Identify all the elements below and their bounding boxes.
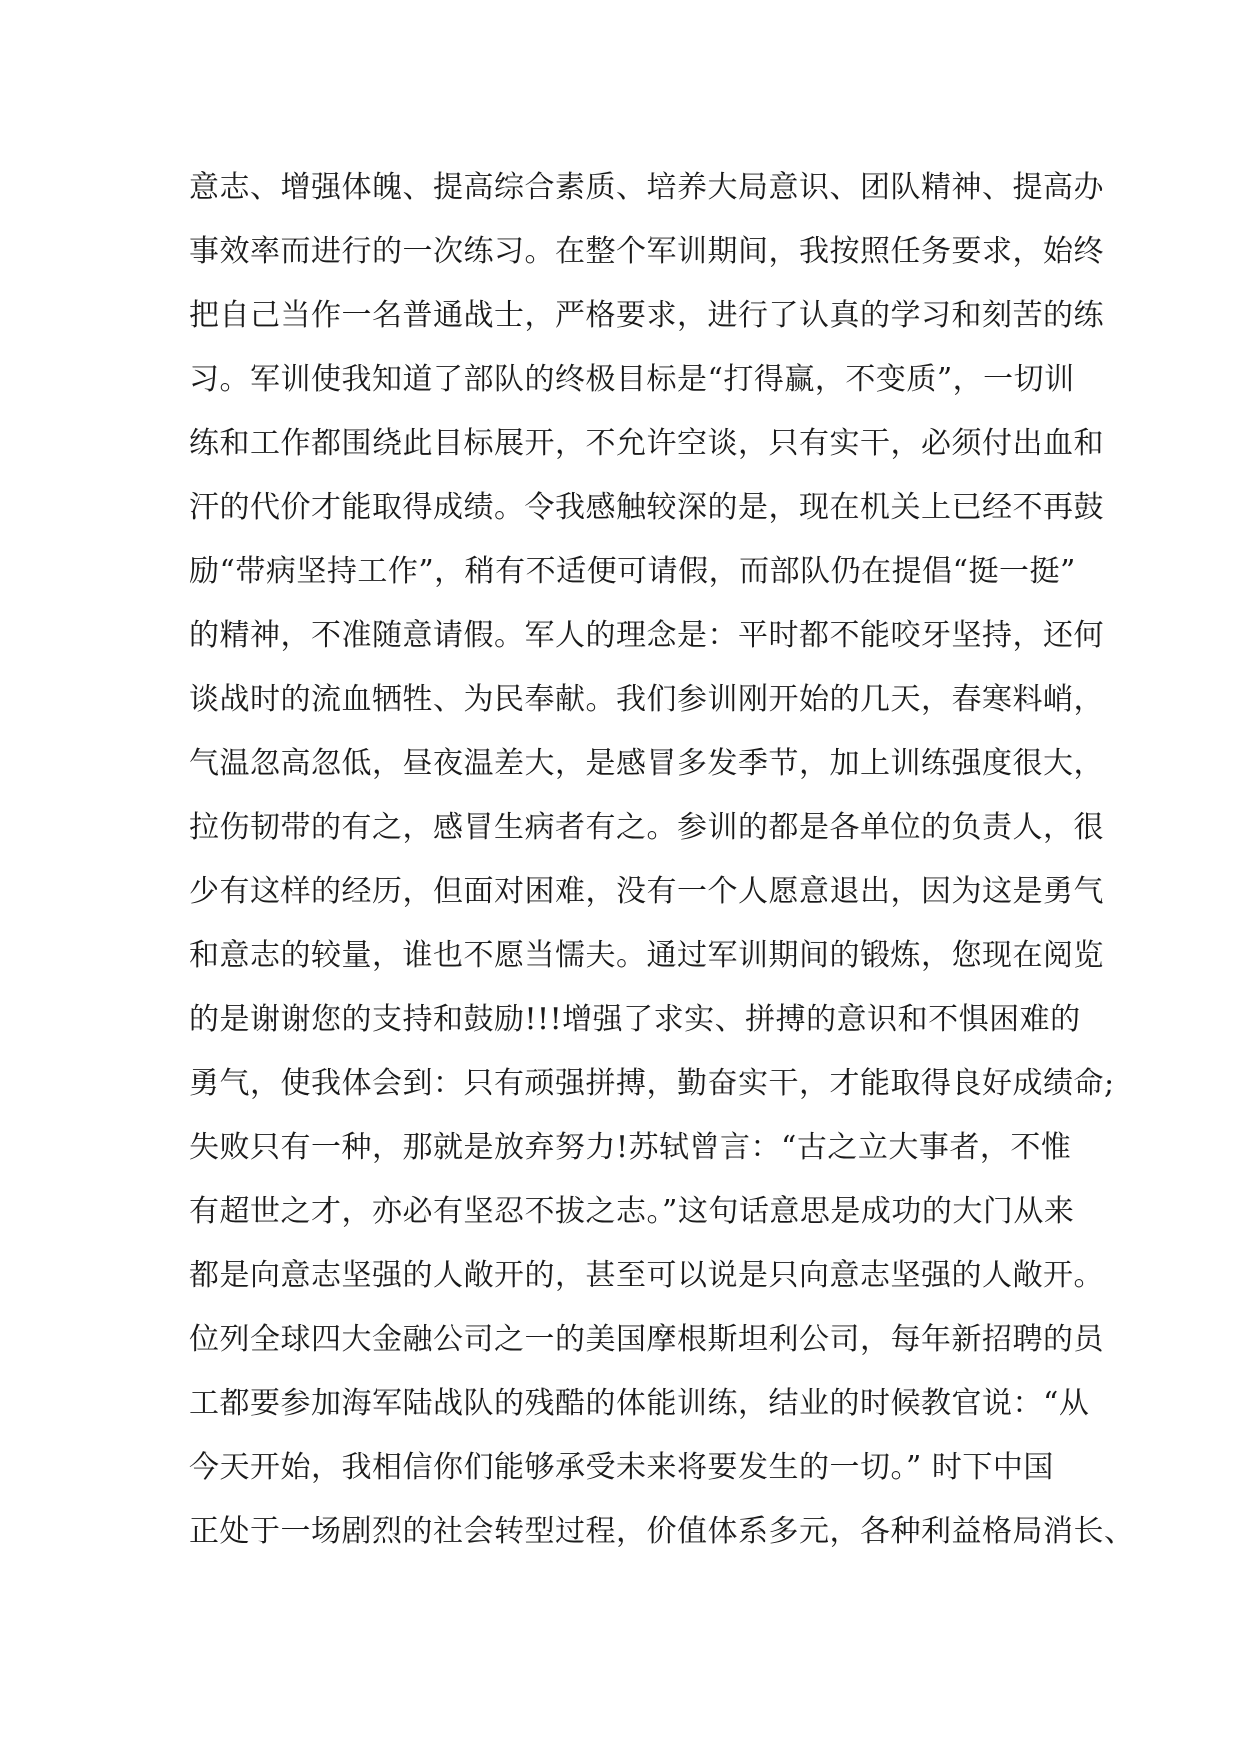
text-line: 失败只有一种，那就是放弃努力!苏轼曾言：“古之立大事者，不惟 [189, 1130, 1072, 1165]
body-text [189, 156, 1135, 1564]
text-line: 勇气，使我体会到：只有顽强拼搏，勤奋实干，才能取得良好成绩命; [189, 1066, 1115, 1101]
text-line: 的是谢谢您的支持和鼓励!!!增强了求实、拼搏的意识和不惧困难的 [189, 1002, 1081, 1037]
text-line: 拉伤韧带的有之，感冒生病者有之。参训的都是各单位的负责人，很 [189, 810, 1104, 845]
text-line: 气温忽高忽低，昼夜温差大，是感冒多发季节，加上训练强度很大， [189, 746, 1104, 781]
text-line: 励“带病坚持工作”，稍有不适便可请假，而部队仍在提倡“挺一挺” [189, 554, 1076, 589]
text-line: 少有这样的经历，但面对困难，没有一个人愿意退出，因为这是勇气 [189, 874, 1104, 909]
text-line: 意志、增强体魄、提高综合素质、培养大局意识、团队精神、提高办 [189, 170, 1104, 205]
text-line: 习。军训使我知道了部队的终极目标是“打得赢，不变质”，一切训 [189, 362, 1075, 397]
text-line: 今天开始，我相信你们能够承受未来将要发生的一切。” 时下中国 [189, 1450, 1054, 1485]
text-line: 工都要参加海军陆战队的残酷的体能训练，结业的时候教官说：“从 [189, 1386, 1090, 1421]
text-line: 的精神，不准随意请假。军人的理念是：平时都不能咬牙坚持，还何 [189, 618, 1104, 653]
text-line: 位列全球四大金融公司之一的美国摩根斯坦利公司，每年新招聘的员 [189, 1322, 1104, 1357]
text-line: 事效率而进行的一次练习。在整个军训期间，我按照任务要求，始终 [189, 234, 1104, 269]
text-line: 练和工作都围绕此目标展开，不允许空谈，只有实干，必须付出血和 [189, 426, 1104, 461]
text-line: 正处于一场剧烈的社会转型过程，价值体系多元，各种利益格局消长、 [189, 1514, 1135, 1549]
text-line: 汗的代价才能取得成绩。令我感触较深的是，现在机关上已经不再鼓 [189, 490, 1104, 525]
text-line: 和意志的较量，谁也不愿当懦夫。通过军训期间的锻炼，您现在阅览 [189, 938, 1104, 973]
text-line: 把自己当作一名普通战士，严格要求，进行了认真的学习和刻苦的练 [189, 298, 1104, 333]
text-line: 谈战时的流血牺牲、为民奉献。我们参训刚开始的几天，春寒料峭， [189, 682, 1104, 717]
text-line: 有超世之才，亦必有坚忍不拔之志。”这句话意思是成功的大门从来 [189, 1194, 1075, 1229]
text-line: 都是向意志坚强的人敞开的，甚至可以说是只向意志坚强的人敞开。 [189, 1258, 1104, 1293]
